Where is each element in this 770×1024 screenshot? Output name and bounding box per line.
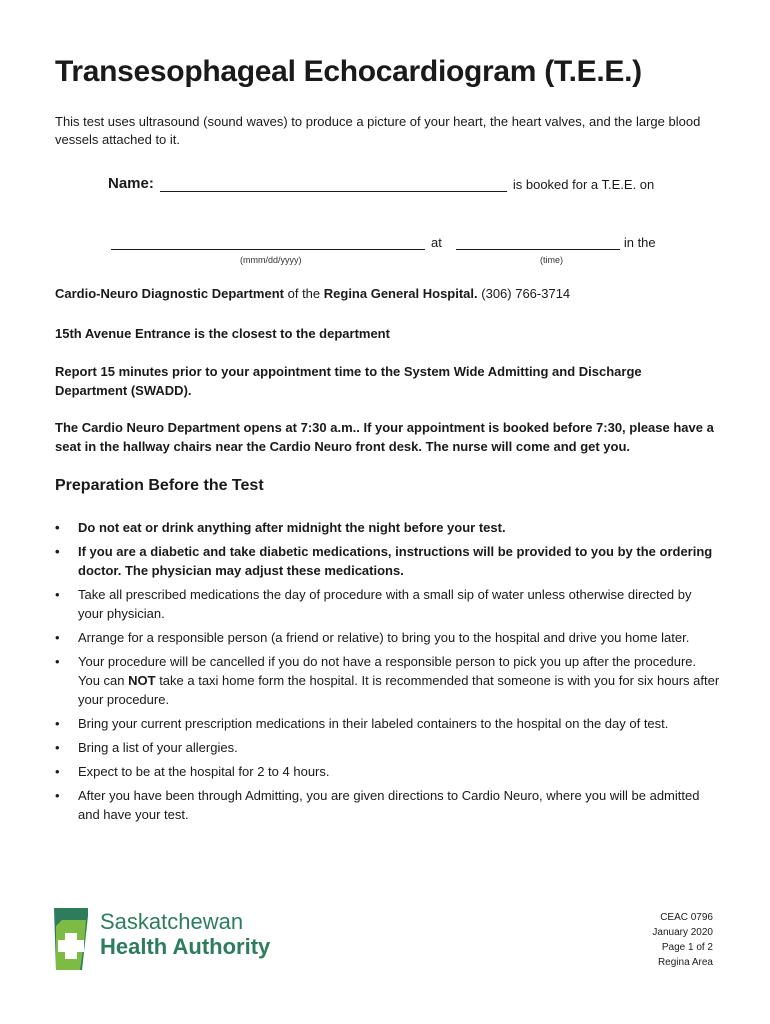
name-row [108, 175, 708, 192]
bullet-icon: • [55, 740, 60, 755]
page-title: Transesophageal Echocardiogram (T.E.E.) [55, 55, 642, 88]
list-item [55, 714, 720, 733]
list-item-text: Take all prescribed medications the day of procedure with a small sip of water unless otherwise directed by your physician. [78, 587, 692, 621]
booked-text: is booked for a T.E.E. on [512, 177, 655, 192]
name-label: Name: [108, 175, 154, 192]
list-item [55, 762, 720, 781]
list-item-text-before: Your procedure will be cancelled if you do not have a responsible person to pick you up after the procedure. You can [78, 654, 697, 688]
time-field[interactable] [456, 236, 620, 250]
preparation-heading: Preparation Before the Test [55, 477, 264, 494]
list-item-text: Bring your current prescription medications in their labeled containers to the hospital on the day of test. [78, 716, 669, 731]
cross-horizontal-icon [58, 940, 84, 952]
form-code: CEAC 0796 [660, 912, 713, 923]
footer-meta [652, 910, 713, 970]
region: Regina Area [657, 957, 713, 968]
bullet-icon: • [55, 764, 60, 779]
bullet-icon: • [55, 654, 60, 669]
list-item-text: Do not eat or drink anything after midnight the night before your test. [78, 520, 506, 535]
department-of-the: of the [287, 286, 321, 301]
department-phone: (306) 766-3714 [481, 286, 571, 301]
in-the-text: in the [623, 235, 656, 250]
list-item-text: Bring a list of your allergies. [78, 740, 238, 755]
bullet-icon: • [55, 587, 60, 602]
list-item-text: Expect to be at the hospital for 2 to 4 hours. [78, 764, 330, 779]
date-hint: (mmm/dd/yyyy) [240, 255, 302, 265]
bullet-icon: • [55, 520, 60, 535]
list-item-text-after: take a taxi home form the hospital. It is recommended that someone is with you for six hours after your procedure. [78, 673, 720, 707]
list-item-text: Arrange for a responsible person (a friend or relative) to bring you to the hospital and drive you home later. [78, 630, 690, 645]
list-item [55, 585, 720, 623]
list-item-text: If you are a diabetic and take diabetic medications, instructions will be provided to you by the ordering doctor. The physician may adjust these medications. [78, 544, 713, 578]
list-item [55, 738, 720, 757]
logo-line1: Saskatchewan [100, 909, 244, 934]
list-item [55, 628, 720, 647]
date-field[interactable] [111, 236, 425, 250]
logo-line2: Health Authority [100, 934, 271, 959]
bullet-icon: • [55, 544, 60, 559]
bullet-icon: • [55, 788, 60, 803]
logo-wordmark [100, 910, 270, 960]
report-note: Report 15 minutes prior to your appointment time to the System Wide Admitting and Discharge Department (SWADD). [55, 364, 642, 398]
list-item [55, 518, 720, 537]
name-field[interactable] [160, 176, 507, 192]
list-item [55, 652, 720, 709]
list-item [55, 542, 720, 580]
entrance-note: 15th Avenue Entrance is the closest to the department [55, 326, 390, 341]
department-line [55, 286, 570, 301]
list-item-text: After you have been through Admitting, you are given directions to Cardio Neuro, where you will be admitted and have your test. [78, 788, 700, 822]
department-name: Cardio-Neuro Diagnostic Department [55, 286, 284, 301]
preparation-list [55, 518, 720, 829]
form-date: January 2020 [652, 927, 713, 938]
list-item [55, 786, 720, 824]
at-text: at [431, 235, 442, 250]
time-hint: (time) [540, 255, 563, 265]
page-number: Page 1 of 2 [661, 942, 713, 953]
bullet-icon: • [55, 630, 60, 645]
intro-text: This test uses ultrasound (sound waves) to produce a picture of your heart, the heart valves, and the large blood vessels attached to it. [55, 114, 701, 147]
opens-note: The Cardio Neuro Department opens at 7:30 a.m.. If your appointment is booked before 7:30, please have a seat in the hallway chairs near the Cardio Neuro front desk. The nurse will come and get you. [55, 420, 714, 454]
list-item-emphasis: NOT [128, 673, 156, 688]
hospital-name: Regina General Hospital. [323, 286, 478, 301]
date-time-row [111, 235, 711, 250]
bullet-icon: • [55, 716, 60, 731]
